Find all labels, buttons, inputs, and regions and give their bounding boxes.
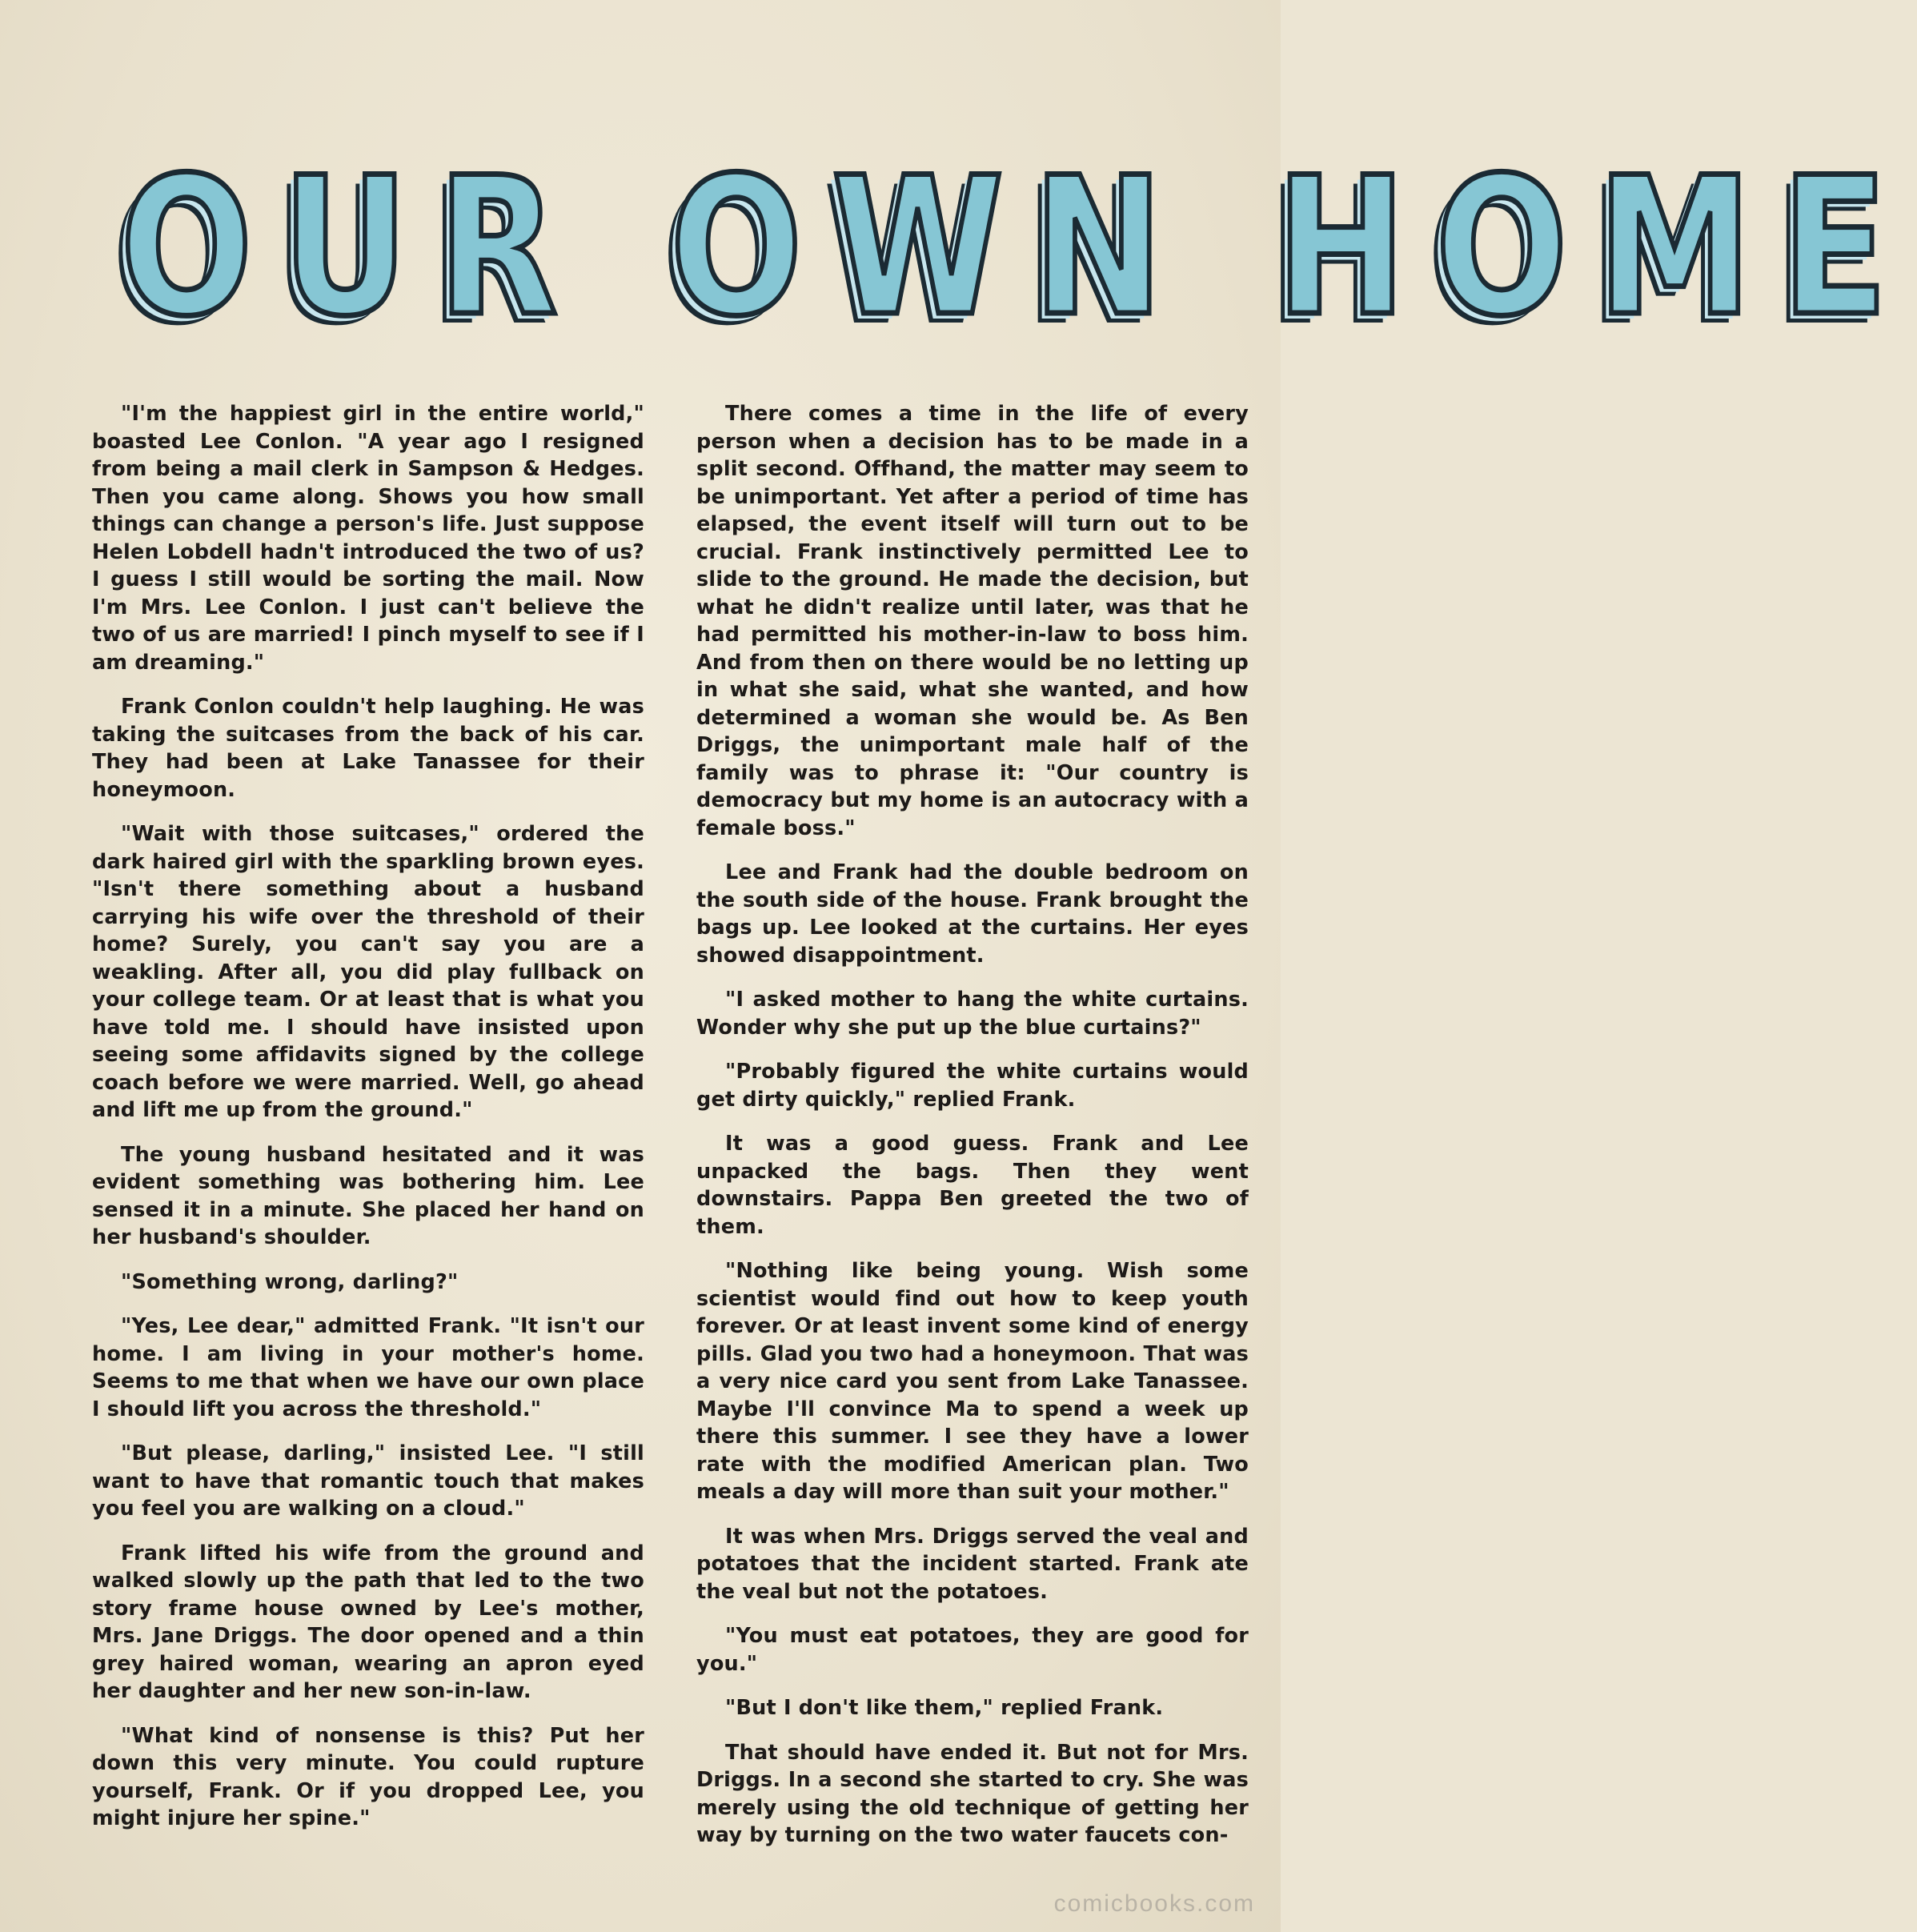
paragraph: It was when Mrs. Driggs served the veal and potatoes that the incident started. Frank ate the veal but not the potatoes. [696, 1524, 1249, 1604]
watermark: comicbooks.com [1053, 1890, 1255, 1917]
left-column [92, 400, 644, 1850]
right-column [696, 400, 1249, 1866]
paragraph: It was a good guess. Frank and Lee unpacked the bags. Then they went downstairs. Pappa Ben greeted the two of them. [696, 1132, 1249, 1239]
story-title [120, 137, 1917, 359]
paragraph: Lee and Frank had the double bedroom on the south side of the house. Frank brought the bags up. Lee looked at the curtains. Her eyes showed disappointment. [696, 860, 1249, 968]
paragraph: "I asked mother to hang the white curtains. Wonder why she put up the blue curtains?" [696, 988, 1249, 1040]
paragraph: "Nothing like being young. Wish some scientist would find out how to keep youth forever. Or at least invent some kind of energy pills. Glad you two had a honeymoon. That was a very nice card you sent from Lake Tanassee. Maybe I'll convince Ma to spend a week up there this summer. I see they have a lower rate with the modified American plan. Two meals a day will more than suit your mother." [696, 1259, 1249, 1504]
paragraph: "Something wrong, darling?" [121, 1269, 459, 1294]
paragraph: "You must eat potatoes, they are good for you." [696, 1624, 1249, 1676]
title-text: OUR OWN HOME [120, 137, 1917, 359]
paragraph: "I'm the happiest girl in the entire world," boasted Lee Conlon. "A year ago I resigned from being a mail clerk in Sampson & Hedges. Then you came along. Shows you how small things can change a person's life. Just suppose Helen Lobdell hadn't introduced the two of us? I guess I still would be sorting the mail. Now I'm Mrs. Lee Conlon. I just can't believe the two of us are married! I pinch myself to see if I am dreaming." [92, 402, 644, 675]
paragraph: There comes a time in the life of every person when a decision has to be made in a split second. Offhand, the matter may seem to be unimportant. Yet after a period of time has elapsed, the event itself will turn out to be crucial. Frank instinctively permitted Lee to slide to the ground. He made the decision, but what he didn't realize until later, was that he had permitted his mother-in-law to boss him. And from then on there would be no letting up in what she said, what she wanted, and how determined a woman she would be. As Ben Driggs, the unimportant male half of the family was to phrase it: "Our country is democracy but my home is an autocracy with a female boss." [696, 402, 1249, 840]
paragraph: The young husband hesitated and it was evident something was bothering him. Lee sensed it in a minute. She placed her hand on her husband's shoulder. [92, 1142, 644, 1249]
paragraph: "But please, darling," insisted Lee. "I still want to have that romantic touch that makes you feel you are walking on a cloud." [92, 1441, 644, 1521]
paragraph: "What kind of nonsense is this? Put her down this very minute. You could rupture yourself, Frank. Or if you dropped Lee, you might injure her spine." [92, 1723, 644, 1830]
paragraph: "Yes, Lee dear," admitted Frank. "It isn't our home. I am living in your mother's home. Seems to me that when we have our own place I should lift you across the threshold." [92, 1314, 644, 1421]
paragraph: That should have ended it. But not for Mrs. Driggs. In a second she started to cry. She was merely using the old technique of getting her way by turning on the two water faucets con- [696, 1740, 1249, 1847]
paragraph: "Probably figured the white curtains would get dirty quickly," replied Frank. [696, 1060, 1249, 1112]
paragraph: Frank Conlon couldn't help laughing. He was taking the suitcases from the back of his car. They had been at Lake Tanassee for their honeymoon. [92, 695, 644, 802]
paragraph: "But I don't like them," replied Frank. [725, 1696, 1164, 1720]
paragraph: "Wait with those suitcases," ordered the dark haired girl with the sparkling brown eyes. "Isn't there something about a husband carrying his wife over the threshold of their home? Surely, you can't say you are a weakling. After all, you did play fullback on your college team. Or at least that is what you have told me. I should have insisted upon seeing some affidavits signed by the college coach before we were married. Well, go ahead and lift me up from the ground." [92, 822, 644, 1122]
paragraph: Frank lifted his wife from the ground and walked slowly up the path that led to the two story frame house owned by Lee's mother, Mrs. Jane Driggs. The door opened and a thin grey haired woman, wearing an apron eyed her daughter and her new son-in-law. [92, 1541, 644, 1703]
